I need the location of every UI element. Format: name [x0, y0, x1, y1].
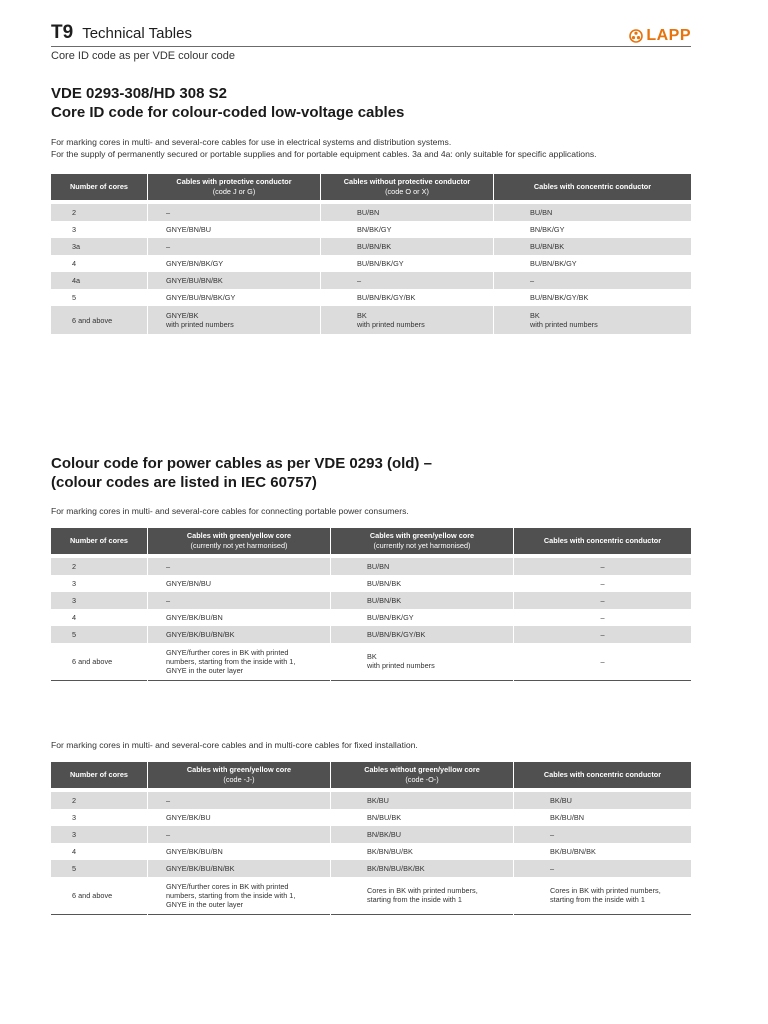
section1-heading-1: VDE 0293-308/HD 308 S2: [51, 85, 227, 102]
cell: BK/BU/BN: [514, 809, 692, 826]
cell: –: [514, 643, 692, 680]
cell: BK/BU: [331, 792, 514, 809]
cell: –: [514, 592, 692, 609]
cell: GNYE/BK/BU: [148, 809, 331, 826]
table-header-row: [51, 762, 691, 788]
col-header: Cables with green/yellow core (currently not yet harmonised): [148, 528, 331, 554]
cell: GNYE/BN/BU: [148, 575, 331, 592]
page-header: [51, 22, 691, 62]
cell: BU/BN/BK: [321, 238, 494, 255]
cell: GNYE/further cores in BK with printed numbers, starting from the inside with 1, GNYE in the outer layer: [148, 877, 331, 914]
section1-intro-2: For the supply of permanently secured or portable supplies and for portable equipment cables. 3a and 4a: only suitable for specific applications.: [51, 149, 597, 159]
table-row: [51, 609, 691, 626]
section-fixed-installation: [51, 739, 691, 915]
cell: –: [514, 558, 692, 575]
cell-cores: 3: [51, 809, 148, 826]
cell: GNYE/BK/BU/BN/BK: [148, 626, 331, 643]
table-row: [51, 306, 691, 334]
cell-cores: 6 and above: [51, 643, 148, 680]
col-header: Cables with green/yellow core (currently not yet harmonised): [331, 528, 514, 554]
cell: Cores in BK with printed numbers, starting from the inside with 1: [331, 877, 514, 914]
cell: BU/BN/BK/GY/BK: [494, 289, 692, 306]
col-header: Cables with concentric conductor: [514, 528, 692, 554]
cell: BU/BN: [321, 204, 494, 221]
cell: –: [321, 272, 494, 289]
col-header: Cables with protective conductor (code J or G): [148, 174, 321, 200]
table-row: [51, 272, 691, 289]
cell-cores: 6 and above: [51, 877, 148, 914]
cell-cores: 2: [51, 792, 148, 809]
table-row: [51, 792, 691, 809]
section2-heading-2: (colour codes are listed in IEC 60757): [51, 474, 317, 491]
cell: GNYE/BK/BU/BN: [148, 843, 331, 860]
cell: BU/BN: [331, 558, 514, 575]
table-row: [51, 877, 691, 914]
col-header: Cables with green/yellow core (code -J-): [148, 762, 331, 788]
cell: –: [148, 558, 331, 575]
cell: –: [148, 204, 321, 221]
section1-intro-1: For marking cores in multi- and several-core cables for use in electrical systems and distribution systems.: [51, 137, 452, 147]
cell: GNYE/BU/BN/BK/GY: [148, 289, 321, 306]
section2-intro: For marking cores in multi- and several-core cables for connecting portable power consumers.: [51, 506, 409, 516]
cell: BK/BU/BN/BK: [514, 843, 692, 860]
cell: –: [514, 575, 692, 592]
section2-heading-1: Colour code for power cables as per VDE 0293 (old) –: [51, 455, 432, 472]
table-header-row: [51, 174, 691, 200]
cell-cores: 3a: [51, 238, 148, 255]
cell-cores: 5: [51, 860, 148, 877]
cell: BU/BN/BK/GY/BK: [321, 289, 494, 306]
cell-cores: 5: [51, 289, 148, 306]
cell: GNYE/BK/BU/BN: [148, 609, 331, 626]
cell: BK with printed numbers: [494, 306, 692, 334]
table-row: [51, 860, 691, 877]
cell: BK/BN/BU/BK/BK: [331, 860, 514, 877]
cell: BN/BU/BK: [331, 809, 514, 826]
cell: GNYE/BK with printed numbers: [148, 306, 321, 334]
table-row: [51, 592, 691, 609]
cell: BK/BN/BU/BK: [331, 843, 514, 860]
cell: –: [514, 609, 692, 626]
cell-cores: 3: [51, 592, 148, 609]
cell: –: [148, 826, 331, 843]
cell-cores: 4: [51, 843, 148, 860]
table-row: [51, 204, 691, 221]
col-header: Number of cores: [51, 174, 148, 200]
cell-cores: 2: [51, 558, 148, 575]
cell: BU/BN/BK: [494, 238, 692, 255]
logo-text: LAPP: [646, 27, 691, 44]
table-row: [51, 826, 691, 843]
table-row: [51, 238, 691, 255]
table-header-row: [51, 528, 691, 554]
page-title: Technical Tables: [82, 25, 192, 42]
cell: BU/BN/BK/GY: [331, 609, 514, 626]
cell-cores: 3: [51, 575, 148, 592]
cell: –: [148, 592, 331, 609]
table-row: [51, 843, 691, 860]
table-section2: [51, 528, 691, 681]
col-header: Cables with concentric conductor: [494, 174, 692, 200]
cell-cores: 4: [51, 609, 148, 626]
cell: BU/BN/BK/GY: [321, 255, 494, 272]
col-header: Number of cores: [51, 528, 148, 554]
cell: –: [148, 792, 331, 809]
cell: BN/BK/GY: [321, 221, 494, 238]
table-section3: [51, 762, 691, 915]
col-header: Cables with concentric conductor: [514, 762, 692, 788]
cell-cores: 3: [51, 826, 148, 843]
table-row: [51, 255, 691, 272]
section1-heading-2: Core ID code for colour-coded low-voltage cables: [51, 104, 405, 121]
table-row: [51, 575, 691, 592]
cell: GNYE/further cores in BK with printed numbers, starting from the inside with 1, GNYE in the outer layer: [148, 643, 331, 680]
cell: –: [514, 860, 692, 877]
cell: BU/BN/BK: [331, 592, 514, 609]
cell-cores: 4: [51, 255, 148, 272]
table-row: [51, 221, 691, 238]
cell: GNYE/BN/BU: [148, 221, 321, 238]
cell-cores: 2: [51, 204, 148, 221]
table-row: [51, 626, 691, 643]
cell: –: [494, 272, 692, 289]
cell-cores: 5: [51, 626, 148, 643]
cell: BK with printed numbers: [331, 643, 514, 680]
cell: GNYE/BK/BU/BN/BK: [148, 860, 331, 877]
cell: BU/BN/BK/GY/BK: [331, 626, 514, 643]
table-row: [51, 558, 691, 575]
section-code: T9: [51, 22, 74, 43]
cell-cores: 3: [51, 221, 148, 238]
cell: BK/BU: [514, 792, 692, 809]
cell: –: [514, 626, 692, 643]
cell: BU/BN/BK/GY: [494, 255, 692, 272]
cell: BN/BK/BU: [331, 826, 514, 843]
col-header: Number of cores: [51, 762, 148, 788]
cell: GNYE/BU/BN/BK: [148, 272, 321, 289]
cell: BU/BN/BK: [331, 575, 514, 592]
page-subtitle: Core ID code as per VDE colour code: [51, 50, 236, 62]
cell: BU/BN: [494, 204, 692, 221]
cell: –: [514, 826, 692, 843]
cell: BN/BK/GY: [494, 221, 692, 238]
cell: –: [148, 238, 321, 255]
table-row: [51, 809, 691, 826]
cell: Cores in BK with printed numbers, starting from the inside with 1: [514, 877, 692, 914]
section-vde-0293-308: [51, 84, 691, 334]
lapp-logo: [629, 27, 691, 45]
cell-cores: 6 and above: [51, 306, 148, 334]
table-row: [51, 643, 691, 680]
section-vde-0293-old: [51, 454, 691, 681]
cell-cores: 4a: [51, 272, 148, 289]
cell: GNYE/BN/BK/GY: [148, 255, 321, 272]
col-header: Cables without protective conductor (code O or X): [321, 174, 494, 200]
col-header: Cables without green/yellow core (code -O-): [331, 762, 514, 788]
header-row: [51, 22, 691, 47]
cell: BK with printed numbers: [321, 306, 494, 334]
lapp-wheel-icon: [629, 29, 643, 43]
table-section1: [51, 174, 691, 334]
table-row: [51, 289, 691, 306]
section3-intro: For marking cores in multi- and several-core cables and in multi-core cables for fixed installation.: [51, 740, 418, 750]
